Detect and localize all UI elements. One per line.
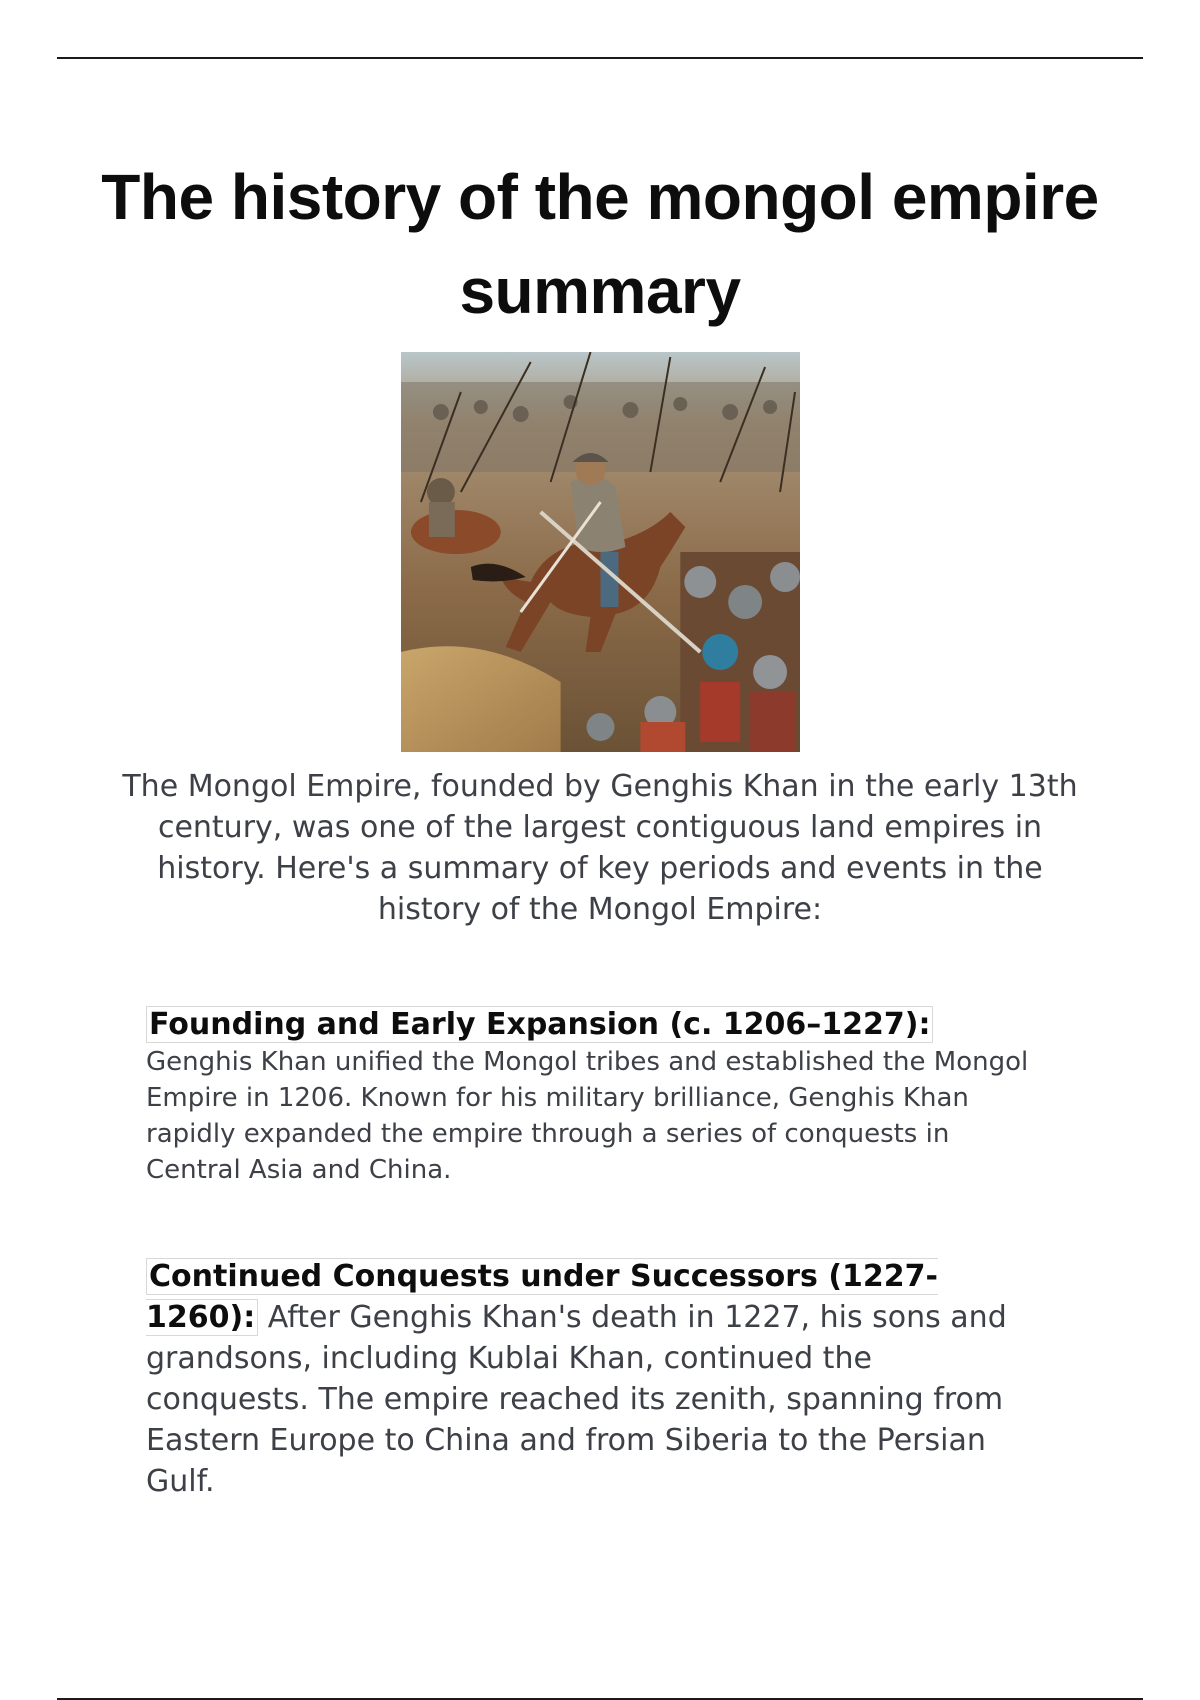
section-successors xyxy=(146,1256,1026,1502)
intro-paragraph: The Mongol Empire, founded by Genghis Khan in the early 13th century, was one of the largest contiguous land empires in history. Here's a summary of key periods and events in the history of the Mongol Empire: xyxy=(122,769,1078,927)
section-body: Genghis Khan unified the Mongol tribes and established the Mongol Empire in 1206. Known for his military brilliance, Genghis Khan rapidly expanded the empire through a series of conquests in Central Asia and China. xyxy=(146,1047,1029,1185)
section-heading: Founding and Early Expansion (c. 1206–1227): xyxy=(146,1006,933,1043)
section-heading: Continued Conquests under Successors (1227-1260): xyxy=(146,1259,938,1335)
page-title: The history of the mongol empire summary xyxy=(101,161,1099,327)
top-divider xyxy=(57,57,1143,59)
mongol-battle-image xyxy=(401,352,800,752)
section-body: After Genghis Khan's death in 1227, his sons and grandsons, including Kublai Khan, continued the conquests. The empire reached its zenith, spanning from Eastern Europe to China and from Siberia to the Persian Gulf. xyxy=(146,1300,1007,1499)
section-founding xyxy=(146,1006,1046,1188)
battle-illustration-icon xyxy=(401,352,800,752)
